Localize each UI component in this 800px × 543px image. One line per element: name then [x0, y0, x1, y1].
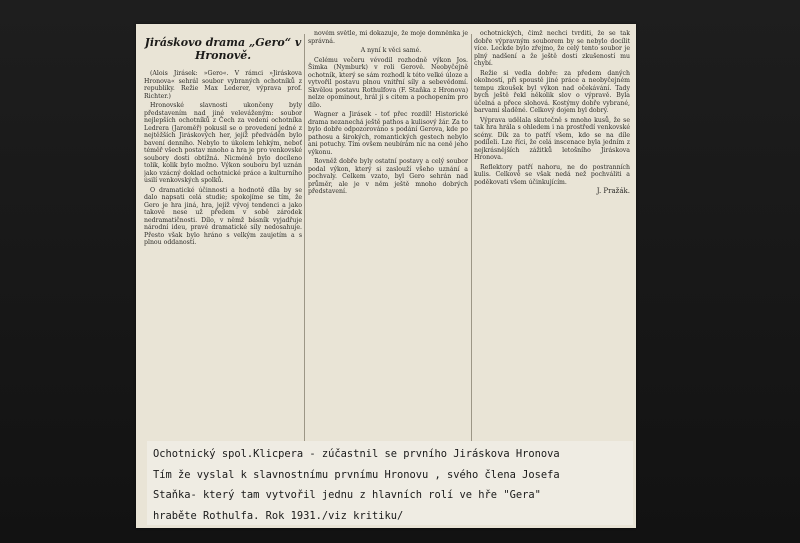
- clipping-paragraph: Hronovské slavnosti ukončeny byly představením nad jiné veleváženým: soubor nejlepších ochotníků z Čech za vedení ochotníka Ledrera (Jaroměř) pokusil se o provedení jedné z nejtěžších Jiráskových her, jejíž předváděn bylo bavení denního. Nebylo to úkolem lehkým, neboť téměř všech postav mnoho a hra je pro venkovské soubory dosti obtížná. Nicméně bylo docíleno tolik, kolik bylo možno. Výkon souboru byl uznán jako vzácný doklad ochotnické práce a kulturního úsilí venkovských spolků.: [144, 102, 302, 184]
- note-line: Tím že vyslal k slavnostnímu prvnímu Hronovu , svého člena Josefa: [153, 468, 560, 481]
- typewritten-note: [147, 441, 633, 525]
- clipping-paragraph: ochotnických, čímž nechci tvrditi, že se tak dobře výpravným souborem by se nebylo docílit více. Leckde bylo zřejmo, že celý tento soubor je plný nadšení a že ještě dosti zkušeností mu chybí.: [474, 30, 630, 67]
- note-line: Ochotnický spol.Klicpera - zúčastnil se prvního Jiráskova Hronova: [153, 448, 560, 460]
- clipping-headline: Jiráskovo drama „Gero“ v Hronově.: [144, 36, 302, 62]
- clipping-paragraph: (Alois Jirásek: »Gero«. V rámci »Jiráskova Hronova« sehrál soubor vybraných ochotníků z republiky. Režie Max Lederer, výprava prof. Richter.): [144, 70, 302, 100]
- clipping-paragraph: Režie si vedla dobře: za předem daných okolností, při spoustě jiné práce a neobyčejném tempu zkoušek byl výkon nad očekávání. Tady bych ještě řekl několik slov o výpravě. Byla účelná a přece slohová. Kostýmy dobře vybrané, barvami sladěné. Celkový dojem byl dobrý.: [474, 69, 630, 114]
- note-line: hraběte Rothulfa. Rok 1931./viz kritiku/: [153, 509, 404, 522]
- article-signature: J. Pražák.: [596, 187, 630, 195]
- clipping-paragraph: Celému večeru vévodil rozhodně výkon Jos. Šimka (Nymburk) v roli Gerově. Neobyčejně ochotník, který se sám rozhodl k této velké úloze a vytvořil postavu plnou vnitřní síly a sebevědomí. Skvělou postavu Rothulfova (F. Staňka z Hronova) nelze opominout, hrál ji s citem a pochopením pro dílo.: [308, 56, 468, 109]
- clipping-paragraph: novém světle, mi dokazuje, že moje domněnka je správná.: [308, 30, 468, 45]
- note-line: Staňka- který tam vytvořil jednu z hlavních rolí ve hře "Gera": [153, 489, 541, 501]
- clipping-paragraph: A nyní k věci samé.: [360, 47, 422, 54]
- clipping-paragraph: Výprava udělala skutečně s mnoho kusů, že se tak hra hrála s ohledem i na prostředí venkovské scény. Dík za to patří všem, kdo se na díle podíleli. Lze říci, že celá inscenace byla jedním z nejkrásnějších zážitků letošního Jiráskova Hronova.: [474, 116, 630, 161]
- clipping-paragraph: Wagner a Jirásek - toť přec rozdíl! Historické drama nezanechá ještě pathos a kulisový žár. Za to bylo dobře odpozorováno s podání Gerova, kde po pathosu a širokých, romantických gestech nebylo ani potuchy. Tím ovšem neubírám nic na ceně jeho výkonu.: [308, 111, 468, 156]
- clipping-paragraph: Rovněž dobře byly ostatní postavy a celý soubor podal výkon, který si zaslouží všeho uznání a pochvaly. Celkem vzato, byl Gero sehrán nad průměr, ale je v něm ještě mnoho dobrých představení.: [308, 158, 468, 195]
- clipping-paragraph: O dramatické účinnosti a hodnotě díla by se dalo napsati celá studie; spokojíme se tím, že Gero je hra jiná, hra, jejíž vývoj tendenci a jako takové nese už předem v sobě zárodek nedramatičnosti. Dílo, v němž básník vyjadřuje národní ideu, pravé dramatické síly nedosahuje. Přesto však bylo hráno s velkým zaujetím a s plnou oddaností.: [144, 186, 302, 246]
- clipping-paragraph: Reflektory patří nahoru, ne do postranních kulis. Celkově se však nedá než pochváliti a poděkovati všem účinkujícím.: [474, 163, 630, 186]
